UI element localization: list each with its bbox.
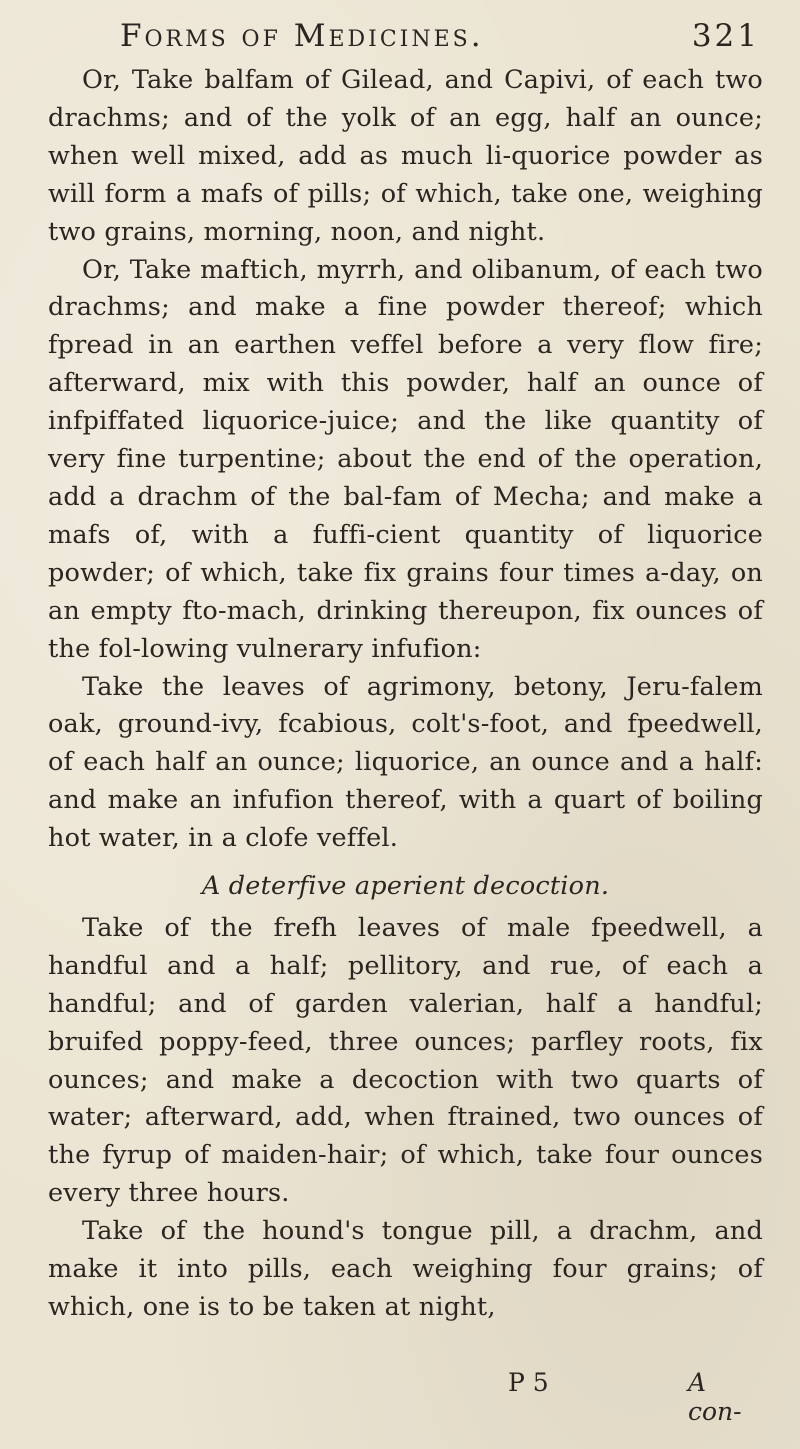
paragraph-speedwell-decoction: Take of the frefh leaves of male fpeedwell, a handful and a half; pellitory, and rue, of each a handful; and of garden valerian, half a handful; bruifed poppy-feed, three ounces; parfley roots, fix ounces; and make a decoction with two quarts of water; afterward, add, when ftrained, two ounces of the fyrup of maiden-hair; of which, take four ounces every three hours. <box>48 912 763 1209</box>
page-body <box>48 62 763 1327</box>
paragraph-hounds-tongue-pill: Take of the hound's tongue pill, a drachm, and make it into pills, each weighing four grains; of which, one is to be taken at night, <box>48 1216 763 1322</box>
section-subheading: A deterfive aperient decoction. <box>201 871 610 902</box>
signature-mark: P 5 <box>508 1368 549 1397</box>
page-number: 321 <box>691 18 760 54</box>
running-header <box>120 18 760 62</box>
paragraph-mastich-powder: Or, Take maftich, myrrh, and olibanum, of each two drachms; and make a fine powder thereof; which fpread in an earthen veffel before a very flow fire; afterward, mix with this powder, half an ounce of infpiffated liquorice-juice; and the like quantity of very fine turpentine; about the end of the operation, add a drachm of the bal-fam of Mecha; and make a mafs of, with a fuffi-cient quantity of liquorice powder; of which, take fix grains four times a-day, on an empty fto-mach, drinking thereupon, fix ounces of the fol-lowing vulnerary infufion: <box>48 254 763 664</box>
paragraph-balsam-pills: Or, Take balfam of Gilead, and Capivi, of each two drachms; and of the yolk of an egg, half an ounce; when well mixed, add as much li-quorice powder as will form a mafs of pills; of which, take one, weighing two grains, morning, noon, and night. <box>48 65 763 247</box>
catchword: A con- <box>688 1368 742 1426</box>
page-footer <box>48 1368 763 1426</box>
paragraph-vulnerary-infusion: Take the leaves of agrimony, betony, Jeru-falem oak, ground-ivy, fcabious, colt's-foot, and fpeedwell, of each half an ounce; liquorice, an ounce and a half: and make an infufion thereof, with a quart of boiling hot water, in a clofe veffel. <box>48 671 763 854</box>
running-title: Forms of Medicines. <box>120 18 484 54</box>
